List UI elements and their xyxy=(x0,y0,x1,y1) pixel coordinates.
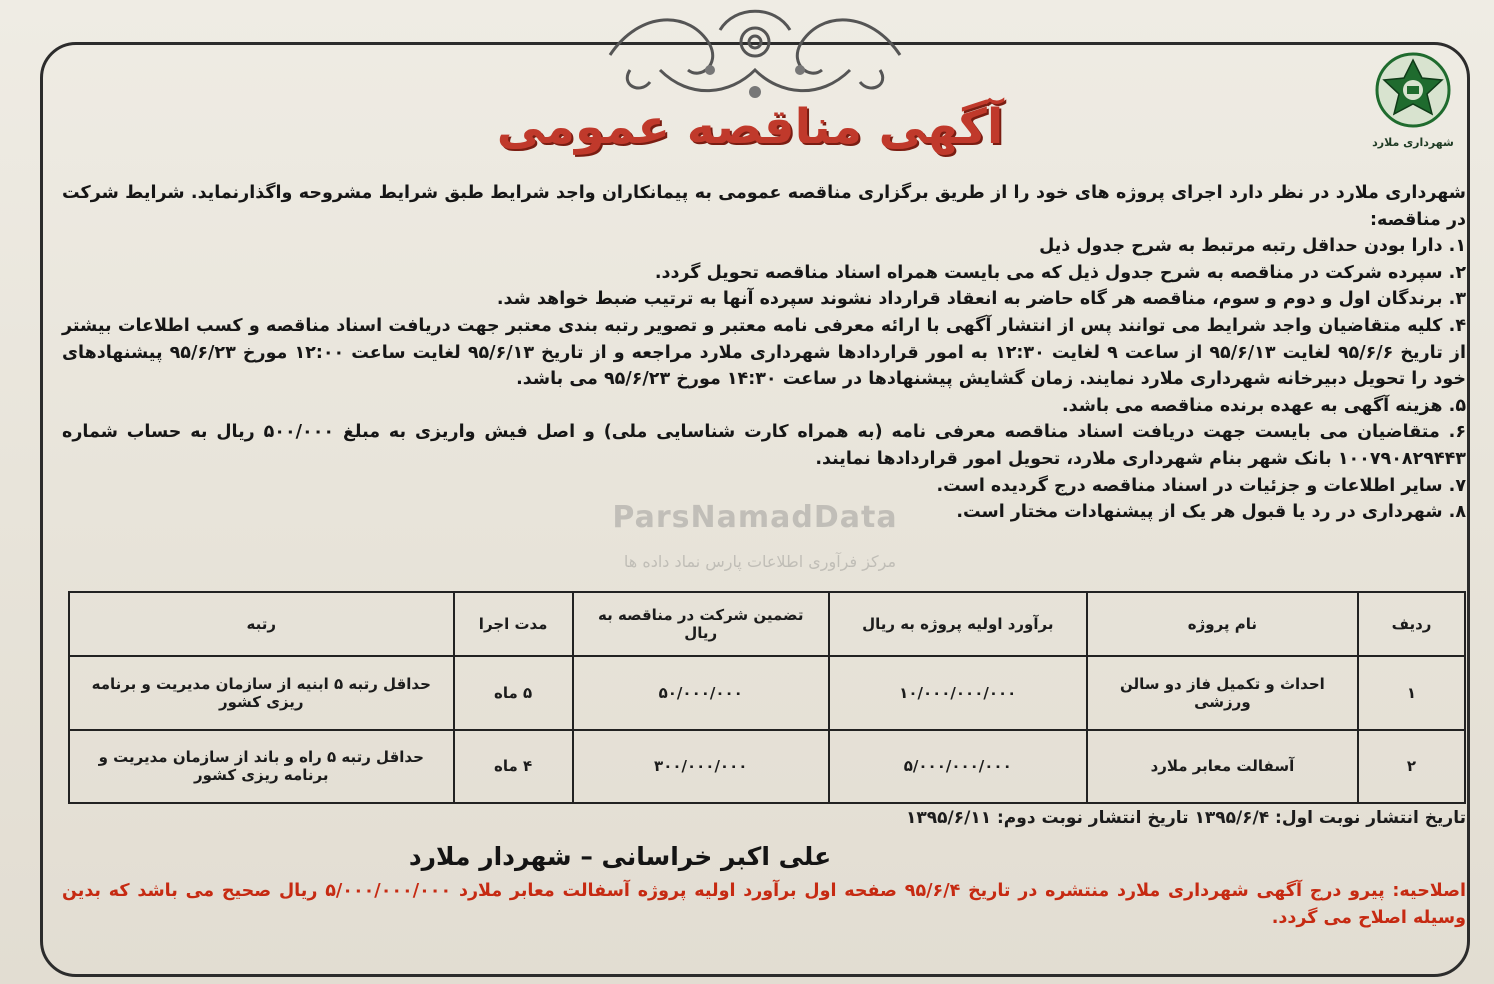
cell-guarantee: ۳۰۰/۰۰۰/۰۰۰ xyxy=(573,730,829,804)
table-row xyxy=(69,656,1465,730)
cell-estimate: ۵/۰۰۰/۰۰۰/۰۰۰ xyxy=(829,730,1087,804)
header-guarantee: تضمین شرکت در مناقصه به ریال xyxy=(573,592,829,656)
announcement-body xyxy=(62,180,1466,526)
condition-item: ۵. هزینه آگهی به عهده برنده مناقصه می باشد. xyxy=(1062,395,1466,416)
page-title: آگهی مناقصه عمومی xyxy=(496,99,1004,155)
condition-item: ۸. شهرداری در رد یا قبول هر یک از پیشنهادات مختار است. xyxy=(956,502,1466,523)
watermark-tagline: مرکز فرآوری اطلاعات پارس نماد داده ها xyxy=(623,552,897,571)
cell-grade: حداقل رتبه ۵ ابنیه از سازمان مدیریت و برنامه ریزی کشور xyxy=(69,656,454,730)
table-header-row xyxy=(69,592,1465,656)
cell-project-name: احداث و تکمیل فاز دو سالن ورزشی xyxy=(1087,656,1358,730)
logo-caption: شهرداری ملارد xyxy=(1372,136,1454,149)
signer-name: علی اکبر خراسانی – شهردار ملارد xyxy=(408,842,832,871)
header-idx: ردیف xyxy=(1358,592,1465,656)
watermark-brand: ParsNamadData xyxy=(612,500,898,535)
condition-item: ۶. متقاضیان می بایست جهت دریافت اسناد مناقصه معرفی نامه (به همراه کارت شناسایی ملی) و اصل فیش واریزی به مبلغ ۵۰۰/۰۰۰ ریال به حساب شماره ۱۰۰۷۹۰۸۲۹۴۴۳ بانک شهر بنام شهرداری ملارد، تحویل امور قراردادها نمایند. xyxy=(62,422,1466,469)
table-row xyxy=(69,730,1465,804)
condition-item: ۳. برندگان اول و دوم و سوم، مناقصه هر گاه حاضر به انعقاد قرارداد نشوند سپرده آنها به ترتیب ضبط خواهد شد. xyxy=(496,289,1466,310)
header-grade: رتبه xyxy=(69,592,454,656)
cell-idx: ۱ xyxy=(1358,656,1465,730)
municipality-emblem-icon xyxy=(1372,50,1454,130)
cell-project-name: آسفالت معابر ملارد xyxy=(1087,730,1358,804)
header-estimate: برآورد اولیه پروژه به ریال xyxy=(829,592,1087,656)
header-duration: مدت اجرا xyxy=(454,592,573,656)
cell-idx: ۲ xyxy=(1358,730,1465,804)
cell-estimate: ۱۰/۰۰۰/۰۰۰/۰۰۰ xyxy=(829,656,1087,730)
condition-item: ۷. سایر اطلاعات و جزئیات در اسناد مناقصه درج گردیده است. xyxy=(936,475,1466,496)
cell-grade: حداقل رتبه ۵ راه و باند از سازمان مدیریت و برنامه ریزی کشور xyxy=(69,730,454,804)
header-project-name: نام پروژه xyxy=(1087,592,1358,656)
condition-item: ۴. کلیه متقاضیان واجد شرایط می توانند پس از انتشار آگهی با ارائه معرفی نامه معتبر و تصویر رتبه بندی معتبر جهت دریافت اسناد مناقصه و کسب اطلاعات بیشتر از تاریخ ۹۵/۶/۶ لغایت ۹۵/۶/۱۳ از ساعت ۹ لغایت ۱۲:۳۰ به امور قراردادها شهرداری ملارد مراجعه و از تاریخ ۹۵/۶/۱۳ لغایت ساعت ۱۲:۰۰ مورخ ۹۵/۶/۲۳ پیشنهادهای خود را تحویل دبیرخانه شهرداری ملارد نمایند. زمان گشایش پیشنهادها در ساعت ۱۴:۳۰ مورخ ۹۵/۶/۲۳ می باشد. xyxy=(62,315,1466,390)
publication-dates: تاریخ انتشار نوبت اول: ۱۳۹۵/۶/۴ تاریخ انتشار نوبت دوم: ۱۳۹۵/۶/۱۱ xyxy=(906,808,1466,828)
cell-duration: ۵ ماه xyxy=(454,656,573,730)
intro-paragraph: شهرداری ملارد در نظر دارد اجرای پروژه های خود را از طریق برگزاری مناقصه عمومی به پیمانکاران واجد شرایط طبق شرایط مشروحه واگذارنماید. شرایط شرکت در مناقصه: xyxy=(62,183,1466,230)
correction-notice: اصلاحیه: پیرو درج آگهی شهرداری ملارد منتشره در تاریخ ۹۵/۶/۴ صفحه اول برآورد اولیه پروژه آسفالت معابر ملارد ۵/۰۰۰/۰۰۰/۰۰۰ ریال صحیح می باشد که بدین وسیله اصلاح می گردد. xyxy=(62,881,1466,928)
condition-item: ۱. دارا بودن حداقل رتبه مرتبط به شرح جدول ذیل xyxy=(1039,236,1466,257)
cell-duration: ۴ ماه xyxy=(454,730,573,804)
condition-item: ۲. سپرده شرکت در مناقصه به شرح جدول ذیل که می بایست همراه اسناد مناقصه تحویل گردد. xyxy=(654,262,1466,283)
municipality-logo xyxy=(1372,50,1454,150)
tender-table xyxy=(68,591,1466,804)
cell-guarantee: ۵۰/۰۰۰/۰۰۰ xyxy=(573,656,829,730)
